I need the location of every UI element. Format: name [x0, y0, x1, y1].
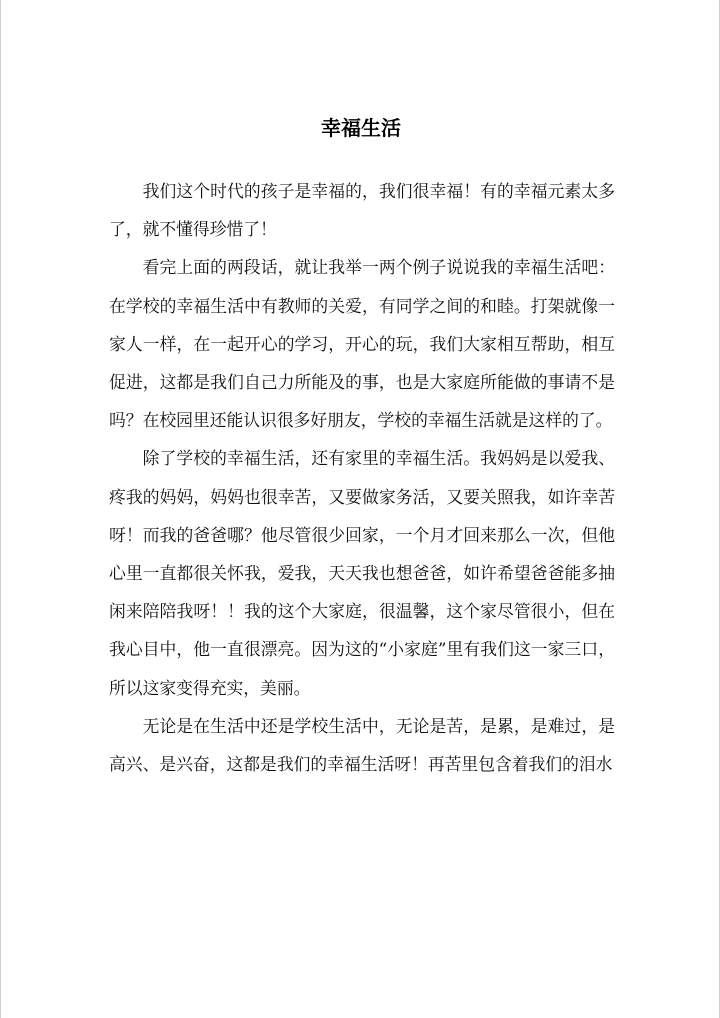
document-body	[109, 172, 615, 783]
document-title: 幸福生活	[321, 116, 401, 140]
paragraph-2: 看完上面的两段话，就让我举一两个例子说说我的幸福生活吧：在学校的幸福生活中有教师的关爱，有同学之间的和睦。打架就像一家人一样，在一起开心的学习，开心的玩，我们大家相互帮助，相互促进，这都是我们自己力所能及的事，也是大家庭所能做的事请不是吗？在校园里还能认识很多好朋友，学校的幸福生活就是这样的了。	[109, 257, 615, 431]
paragraph-1: 我们这个时代的孩子是幸福的，我们很幸福！有的幸福元素太多了，就不懂得珍惜了！	[109, 181, 615, 240]
paragraph-4: 无论是在生活中还是学校生活中，无论是苦，是累，是难过，是高兴、是兴奋，这都是我们的幸福生活呀！再苦里包含着我们的泪水	[109, 715, 615, 775]
paragraph-3: 除了学校的幸福生活，还有家里的幸福生活。我妈妈是以爱我、疼我的妈妈，妈妈也很幸苦，又要做家务活，又要关照我，如许幸苦呀！而我的爸爸哪？他尽管很少回家，一个月才回来那么一次，但他心里一直都很关怀我，爱我，天天我也想爸爸，如许希望爸爸能多抽闲来陪陪我呀！！我的这个大家庭，很温馨，这个家尽管很小，但在我心目中，他一直很漂亮。因为这的“小家庭”里有我们这一家三口，所以这家变得充实，美丽。	[109, 448, 615, 698]
